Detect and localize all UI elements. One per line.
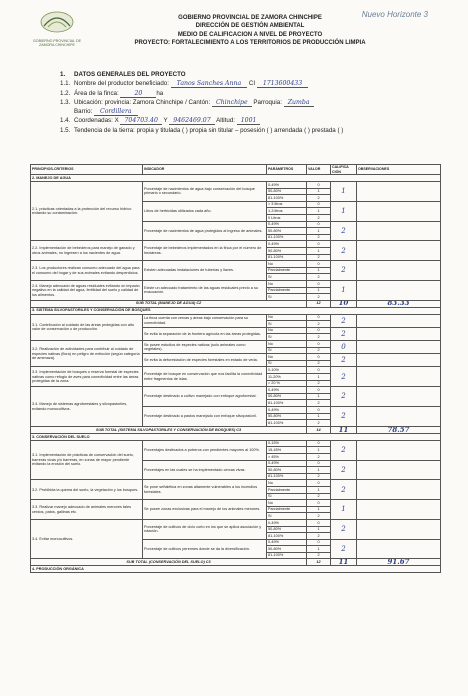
section-title: 4. PRODUCCIÓN ORGÁNICA xyxy=(31,566,441,573)
param-cell: 1-3 litros xyxy=(267,208,307,215)
col-header: OBSERVACIONES xyxy=(357,165,441,175)
value-cell: 2 xyxy=(307,294,331,301)
param-cell: 0-49% xyxy=(267,519,307,526)
criterion-cell: 3.2. Prohibida la quema del suelo, la vegetación y los bosques. xyxy=(31,480,143,500)
tenure-label: Tendencia de la tierra: propia y titulada ( ) propia sin titular – posesión ( ) arrendada ( ) prestada ( ) xyxy=(74,126,344,134)
param-cell: 0-15% xyxy=(267,440,307,447)
grade-cell: 2 xyxy=(331,261,357,281)
param-cell: No xyxy=(267,314,307,321)
document-header xyxy=(100,14,400,48)
criterion-cell: 3.2. Realización de actividades para contribuir al cuidado de especies nativas (flora) en peligro de extinción (según categoría de amenaza). xyxy=(31,341,143,367)
value-cell: 1 xyxy=(307,546,331,553)
subtotal-grade: 11 xyxy=(331,426,357,433)
value-cell: 0 xyxy=(307,519,331,526)
param-cell: Sí xyxy=(267,334,307,341)
value-cell: 2 xyxy=(307,380,331,387)
value-cell: 1 xyxy=(307,374,331,381)
subtotal-row xyxy=(31,426,441,433)
value-cell: 1 xyxy=(307,247,331,254)
indicator-cell: Se evita la deforestación de especies forestales en estado de veda. xyxy=(143,354,267,367)
value-cell: 0 xyxy=(307,500,331,507)
indicator-cell: Porcentaje de cultivos de ciclo corto en los que se aplica asociación y rotación. xyxy=(143,519,267,539)
obs-cell xyxy=(357,241,441,261)
value-cell: 0 xyxy=(307,407,331,414)
obs-cell xyxy=(357,261,441,281)
evaluation-table xyxy=(30,164,441,573)
param-cell: 81-100% xyxy=(267,400,307,407)
value-cell: 1 xyxy=(307,228,331,235)
param-cell: 81-100% xyxy=(267,195,307,202)
logo-caption: GOBIERNO PROVINCIAL DE ZAMORA CHINCHIPE xyxy=(33,39,81,48)
coord-x-label: Coordenadas: X xyxy=(74,117,119,125)
param-cell: 50-80% xyxy=(267,247,307,254)
value-cell: 0 xyxy=(307,539,331,546)
indicator-cell: Porcentajes destinados a potreros con pendientes mayores al 100%. xyxy=(143,440,267,460)
obs-cell xyxy=(357,500,441,520)
obs-cell xyxy=(357,440,441,460)
subtotal-obs: 91.67 xyxy=(357,559,441,566)
value-cell: 1 xyxy=(307,413,331,420)
producer-label: Nombre del productor beneficiado: xyxy=(74,80,169,88)
header-line-1: GOBIERNO PROVINCIAL DE ZAMORA CHINCHIPE xyxy=(178,15,322,21)
param-cell: 50-80% xyxy=(267,413,307,420)
value-cell: 2 xyxy=(307,360,331,367)
grade-cell: 2 xyxy=(331,519,357,539)
param-cell: 50-80% xyxy=(267,526,307,533)
grade-cell: 2 xyxy=(331,480,357,500)
indicator-cell: Existen adecuadas instalaciones de tuberías y llaves. xyxy=(143,261,267,281)
indicator-cell: La finca cuenta con cercas y áreas bajo conservación para su conectividad. xyxy=(143,314,267,327)
param-cell: 50-80% xyxy=(267,467,307,474)
value-cell: 2 xyxy=(307,321,331,328)
grade-cell: 2 xyxy=(331,241,357,261)
value-cell: 0 xyxy=(307,241,331,248)
criterion-cell: 3.3. Realizar manejo adecuado de animales menores tales cerdos, patos, gallinas etc. xyxy=(31,500,143,520)
value-cell: 0 xyxy=(307,460,331,467)
indicator-cell: Existe un adecuado tratamiento de las aguas residuales previo a su evacuación. xyxy=(143,280,267,300)
obs-cell xyxy=(357,407,441,427)
area-unit: ha xyxy=(156,89,164,97)
obs-cell xyxy=(357,367,441,387)
location-label: Ubicación: provincia: Zamora Chinchipe / Cantón: xyxy=(74,98,211,106)
param-cell: Sí xyxy=(267,274,307,281)
header-line-4: PROYECTO: FORTALECIMIENTO A LOS TERRITORIOS DE PRODUCCIÓN LIMPIA xyxy=(134,40,366,47)
value-cell: 0 xyxy=(307,314,331,321)
subtotal-value: 12 xyxy=(307,559,331,566)
col-header: INDICADOR xyxy=(143,165,267,175)
param-cell: 0-49% xyxy=(267,241,307,248)
obs-cell xyxy=(357,182,441,202)
section-number: 1. xyxy=(60,71,66,78)
subtotal-obs: 78.57 xyxy=(357,426,441,433)
obs-cell xyxy=(357,539,441,559)
param-cell: Sí xyxy=(267,347,307,354)
value-cell: 0 xyxy=(307,367,331,374)
param-cell: Sí xyxy=(267,321,307,328)
criterion-cell: 3.1. Contribución al cuidado de las áreas protegidas con alto valor de conservación o de producción. xyxy=(31,314,143,340)
table-row xyxy=(31,341,441,348)
indicator-cell: Porcentajes en las cuales se ha implementado cercas vivas. xyxy=(143,460,267,480)
col-header: PRINCIPIOS-CRITERIOS xyxy=(31,165,143,175)
criterion-cell: 3.1. Implementación de prácticas de conservación del suelo, barreras vivas y/o barreras, en zonas de mayor pendiente evitando la erosión del suelo. xyxy=(31,440,143,480)
param-cell: 11-20% xyxy=(267,374,307,381)
header-line-2: DIRECCIÓN DE GESTIÓN AMBIENTAL xyxy=(195,23,305,30)
coord-x-value: 704703.40 xyxy=(120,117,161,125)
value-cell: 1 xyxy=(307,287,331,294)
obs-cell xyxy=(357,460,441,480)
grade-cell: 1 xyxy=(331,201,357,221)
param-cell: Sí xyxy=(267,294,307,301)
subtotal-obs: 83.33 xyxy=(357,300,441,307)
indicator-cell: Porcentaje de cultivos perennes donde se da la diversificación. xyxy=(143,539,267,559)
section-row xyxy=(31,566,441,573)
grade-cell: 0 xyxy=(331,341,357,354)
param-cell: 0-49% xyxy=(267,460,307,467)
obs-cell xyxy=(357,201,441,221)
value-cell: 1 xyxy=(307,208,331,215)
param-cell: 15-45% xyxy=(267,447,307,454)
field-number: 1.2. xyxy=(60,89,71,97)
value-cell: 0 xyxy=(307,327,331,334)
obs-cell xyxy=(357,280,441,300)
param-cell: 81-100% xyxy=(267,533,307,540)
handwritten-note: Nuevo Horizonte 3 xyxy=(361,10,428,19)
section-title: DATOS GENERALES DEL PROYECTO xyxy=(74,71,186,78)
grade-cell: 1 xyxy=(331,500,357,520)
barrio-label: Barrio: xyxy=(74,108,93,116)
param-cell: 81-100% xyxy=(267,420,307,427)
param-cell: No xyxy=(267,500,307,507)
subtotal-grade: 11 xyxy=(331,559,357,566)
param-cell: No xyxy=(267,280,307,287)
value-cell: 0 xyxy=(307,201,331,208)
criterion-cell: 2.1. prácticas orientadas a la protección del recurso hídrico evitando su contaminación. xyxy=(31,182,143,241)
criterion-cell: 2.2. Implementación de bebederos para manejo de ganado y otros animales, no ingresen a los nacientes de agua. xyxy=(31,241,143,261)
param-cell: 0-49% xyxy=(267,221,307,228)
obs-cell xyxy=(357,327,441,340)
table-row xyxy=(31,519,441,526)
value-cell: 1 xyxy=(307,506,331,513)
param-cell: > 45% xyxy=(267,453,307,460)
indicator-cell: Se pone señalética en zonas altamente vulnerables a los incendios forestales. xyxy=(143,480,267,500)
obs-cell xyxy=(357,480,441,500)
table-row xyxy=(31,182,441,189)
param-cell: Sí xyxy=(267,513,307,520)
value-cell: 0 xyxy=(307,387,331,394)
grade-cell: 1 xyxy=(331,280,357,300)
value-cell: 2 xyxy=(307,552,331,559)
param-cell: 50-80% xyxy=(267,228,307,235)
criterion-cell: 3.4. Manejo de sistemas agroforestales y silvopastoriles, evitando monocultivos. xyxy=(31,387,143,427)
param-cell: 50-80% xyxy=(267,188,307,195)
value-cell: 1 xyxy=(307,267,331,274)
value-cell: 1 xyxy=(307,526,331,533)
param-cell: 0-49% xyxy=(267,407,307,414)
grade-cell: 1 xyxy=(331,182,357,202)
obs-cell xyxy=(357,519,441,539)
value-cell: 0 xyxy=(307,261,331,268)
obs-cell xyxy=(357,221,441,241)
field-number: 1.3. xyxy=(60,98,71,106)
param-cell: Sí xyxy=(267,360,307,367)
grade-cell: 2 xyxy=(331,440,357,460)
col-header: CALIFICA CIÓN xyxy=(331,165,357,175)
grade-cell: 2 xyxy=(331,407,357,427)
subtotal-value: 14 xyxy=(307,426,331,433)
table-row xyxy=(31,440,441,447)
value-cell: 2 xyxy=(307,400,331,407)
param-cell: No xyxy=(267,327,307,334)
value-cell: 2 xyxy=(307,234,331,241)
table-row xyxy=(31,480,441,487)
logo-emblem-icon xyxy=(30,8,84,34)
area-label: Área de la finca: xyxy=(74,89,119,97)
param-cell: No xyxy=(267,341,307,348)
param-cell: Parcialmente xyxy=(267,287,307,294)
table-row xyxy=(31,261,441,268)
value-cell: 1 xyxy=(307,447,331,454)
coord-y-value: 9462469.07 xyxy=(169,117,214,125)
canton-value: Chinchipe xyxy=(212,99,252,107)
ci-value: 1713600433 xyxy=(257,80,308,88)
value-cell: 2 xyxy=(307,493,331,500)
param-cell: 81-100% xyxy=(267,254,307,261)
param-cell: > 3 litros xyxy=(267,201,307,208)
value-cell: 0 xyxy=(307,182,331,189)
value-cell: 1 xyxy=(307,467,331,474)
section-row xyxy=(31,175,441,182)
indicator-cell: Porcentaje de nacimientos de agua protegidos al ingreso de animales. xyxy=(143,221,267,241)
obs-cell xyxy=(357,354,441,367)
subtotal-row xyxy=(31,559,441,566)
table-header-row xyxy=(31,165,441,175)
subtotal-label: SUB TOTAL (CONSERVACIÓN DEL SUELO) C3 xyxy=(31,559,307,566)
param-cell: Sí xyxy=(267,493,307,500)
param-cell: No xyxy=(267,261,307,268)
indicator-cell: Porcentaje de nacimientos de agua bajo conservación del bosque primario o secundario. xyxy=(143,182,267,202)
value-cell: 2 xyxy=(307,274,331,281)
indicator-cell: Se evita la separación de la frontera agrícola en las áreas protegidas. xyxy=(143,327,267,340)
subtotal-label: SUB TOTAL (SISTEMA SILVOPASTORILES Y CONSERVACIÓN DE BOSQUES) C3 xyxy=(31,426,307,433)
value-cell: 0 xyxy=(307,221,331,228)
table-row xyxy=(31,314,441,321)
value-cell: 2 xyxy=(307,334,331,341)
field-number: 1.5. xyxy=(60,126,71,134)
section-title: 3. CONSERVACIÓN DEL SUELO xyxy=(31,433,441,440)
general-data-section xyxy=(60,70,440,135)
subtotal-value: 12 xyxy=(307,300,331,307)
table-row xyxy=(31,387,441,394)
obs-cell xyxy=(357,387,441,407)
value-cell: 0 xyxy=(307,354,331,361)
param-cell: 0 Litros xyxy=(267,214,307,221)
param-cell: Parcialmente xyxy=(267,267,307,274)
criterion-cell: 3.4. Evitar monocultivos. xyxy=(31,519,143,559)
value-cell: 2 xyxy=(307,453,331,460)
value-cell: 2 xyxy=(307,513,331,520)
section-title: 2. MANEJO DE AGUA xyxy=(31,175,441,182)
parroquia-label: Parroquia: xyxy=(253,98,282,106)
param-cell: > 20 % xyxy=(267,380,307,387)
grade-cell: 2 xyxy=(331,354,357,367)
param-cell: 81-100% xyxy=(267,234,307,241)
param-cell: Parcialmente xyxy=(267,506,307,513)
section-row xyxy=(31,433,441,440)
grade-cell: 2 xyxy=(331,221,357,241)
grade-cell: 2 xyxy=(331,460,357,480)
col-header: PARÁMETROS xyxy=(267,165,307,175)
value-cell: 2 xyxy=(307,195,331,202)
value-cell: 0 xyxy=(307,440,331,447)
value-cell: 1 xyxy=(307,188,331,195)
grade-cell: 2 xyxy=(331,539,357,559)
param-cell: Parcialmente xyxy=(267,486,307,493)
value-cell: 2 xyxy=(307,254,331,261)
param-cell: 0-49% xyxy=(267,539,307,546)
param-cell: No xyxy=(267,354,307,361)
provincial-logo xyxy=(30,8,84,48)
criterion-cell: 3.3. Implementación de bosques o reserva forestal de especies nativas como refugio de aves para conectividad entre las áreas protegidas de la zona. xyxy=(31,367,143,387)
indicator-cell: Porcentaje de bebederos implementados en la finca por el número de hectáreas. xyxy=(143,241,267,261)
param-cell: No xyxy=(267,480,307,487)
field-number: 1.1. xyxy=(60,80,71,88)
obs-cell xyxy=(357,341,441,354)
param-cell: 81-100% xyxy=(267,552,307,559)
subtotal-label: SUB TOTAL (MANEJO DE AGUA) C2 xyxy=(31,300,307,307)
param-cell: 81-100% xyxy=(267,473,307,480)
param-cell: 50-80% xyxy=(267,393,307,400)
grade-cell: 2 xyxy=(331,387,357,407)
indicator-cell: Porcentaje destinado a pastos manejado con enfoque silvopastoril. xyxy=(143,407,267,427)
value-cell: 2 xyxy=(307,533,331,540)
grade-cell: 2 xyxy=(331,327,357,340)
field-number: 1.4. xyxy=(60,117,71,125)
value-cell: 2 xyxy=(307,214,331,221)
table-row xyxy=(31,500,441,507)
altitude-label: Altitud: xyxy=(216,117,235,125)
section-row xyxy=(31,307,441,314)
coord-y-label: Y xyxy=(163,117,168,125)
value-cell: 0 xyxy=(307,480,331,487)
header-line-3: MEDIO DE CALIFICACION A NIVEL DE PROYECTO xyxy=(177,31,323,38)
area-value: 20 xyxy=(120,90,156,98)
value-cell: 2 xyxy=(307,420,331,427)
barrio-value: Cordillera xyxy=(94,108,138,116)
indicator-cell: Se posee estudios de especies nativas (solo animales como vegetales). xyxy=(143,341,267,354)
indicator-cell: Litros de herbicidas utilizados cada año. xyxy=(143,201,267,221)
producer-name-value: Tanos Sanches Anna xyxy=(171,80,247,88)
param-cell: 50-80% xyxy=(267,546,307,553)
value-cell: 2 xyxy=(307,347,331,354)
indicator-cell: Se posee zonas exclusivas para el manejo de los animales menores. xyxy=(143,500,267,520)
table-row xyxy=(31,241,441,248)
param-cell: 0-10% xyxy=(267,367,307,374)
ci-label: CI xyxy=(248,80,256,88)
indicator-cell: Porcentaje destinado a cultivo manejado con enfoque agroforestal. xyxy=(143,387,267,407)
table-row xyxy=(31,367,441,374)
indicator-cell: Porcentaje de bosque en conservación que nos facilita la conectividad entre fragmentos de islas. xyxy=(143,367,267,387)
criterion-cell: 2.3. Los productores realizan consumo adecuado del agua para el consumo del hogar y de sus animales evitando desperdicios. xyxy=(31,261,143,281)
obs-cell xyxy=(357,314,441,327)
subtotal-grade: 10 xyxy=(331,300,357,307)
table-row xyxy=(31,280,441,287)
value-cell: 1 xyxy=(307,393,331,400)
value-cell: 1 xyxy=(307,486,331,493)
parroquia-value: Zumba xyxy=(284,99,314,107)
grade-cell: 2 xyxy=(331,367,357,387)
criterion-cell: 2.4. Manejo adecuado de aguas residuales evitando un impacto negativo en la calidad del agua, fertilidad del suelo y calidad de los alimentos. xyxy=(31,280,143,300)
grade-cell: 2 xyxy=(331,314,357,327)
subtotal-row xyxy=(31,300,441,307)
value-cell: 2 xyxy=(307,473,331,480)
section-title: 3. SISTEMA SILVOPASTORILES Y CONSERVACIÓN DE BOSQUES xyxy=(31,307,441,314)
value-cell: 0 xyxy=(307,341,331,348)
value-cell: 0 xyxy=(307,280,331,287)
col-header: VALOR xyxy=(307,165,331,175)
param-cell: 0-49% xyxy=(267,387,307,394)
altitude-value: 1001 xyxy=(237,117,261,125)
param-cell: 0-49% xyxy=(267,182,307,189)
